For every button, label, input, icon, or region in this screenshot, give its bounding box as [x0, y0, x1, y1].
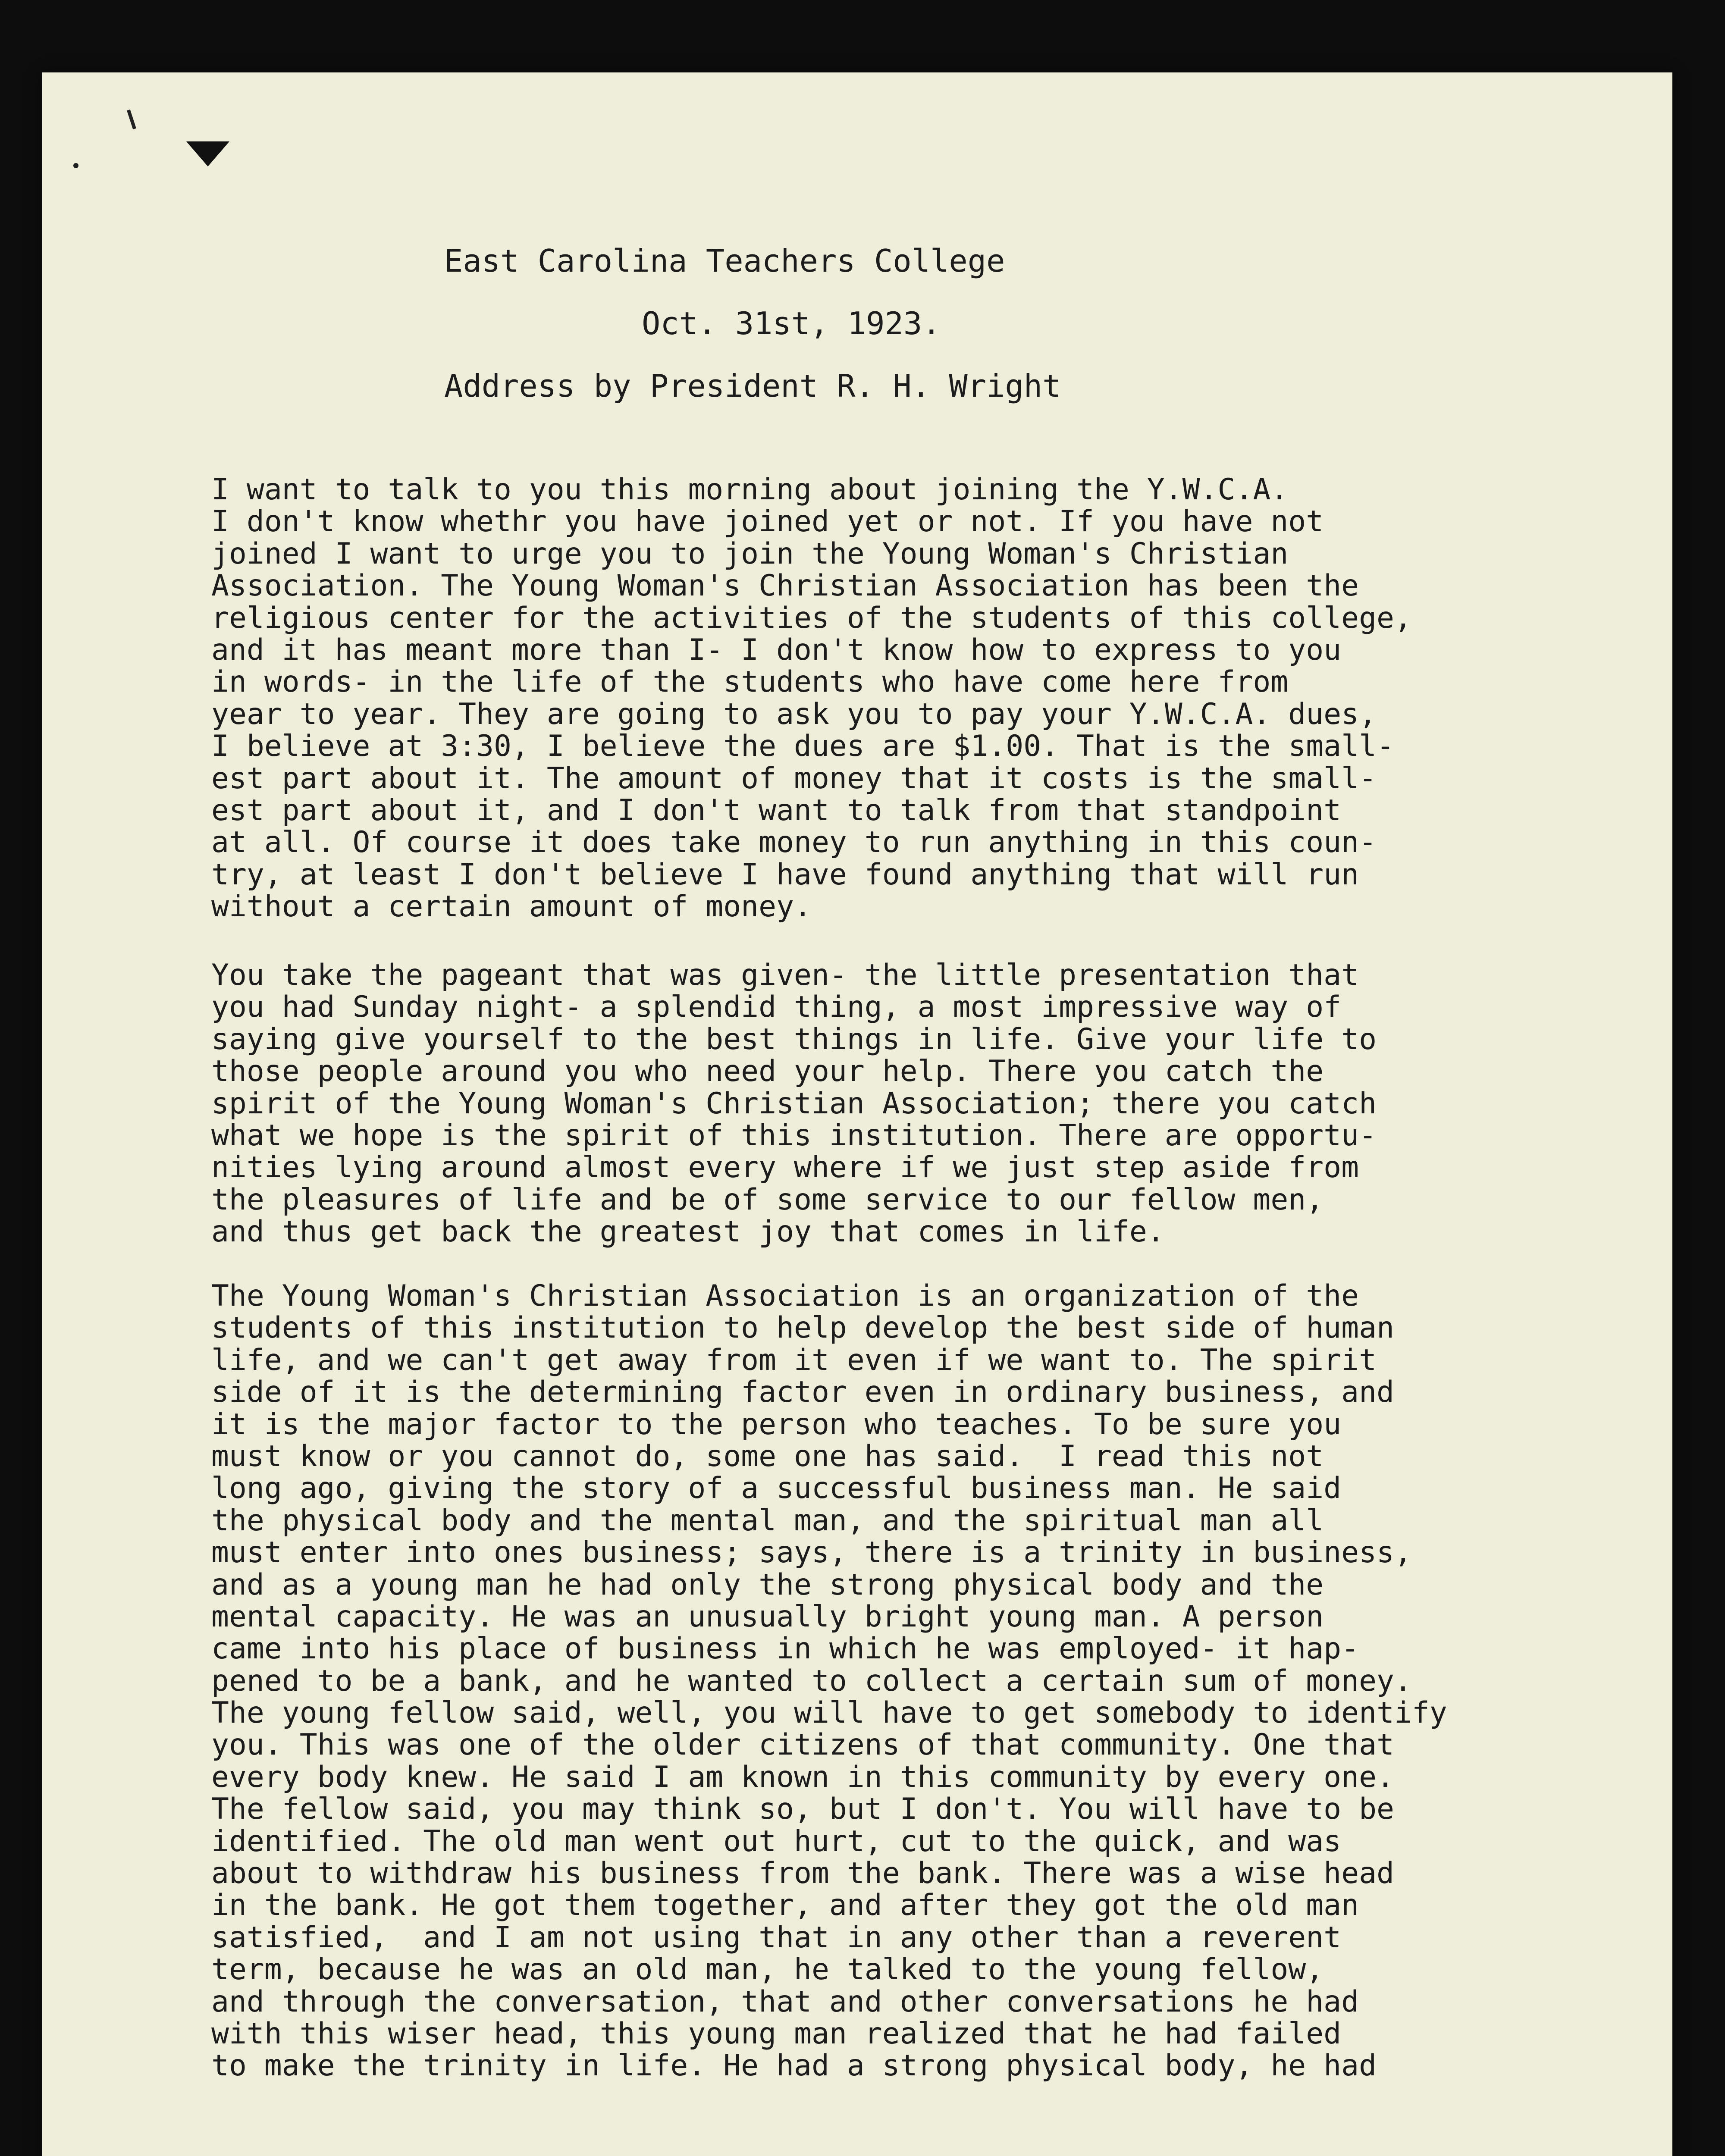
text-line: I don't know whethr you have joined yet or not. If you have not — [211, 505, 1324, 539]
text-line: The Young Woman's Christian Association is an organization of the — [211, 1279, 1359, 1313]
text-line: joined I want to urge you to join the Young Woman's Christian — [211, 536, 1289, 571]
text-line: must know or you cannot do, some one has said. I read this not — [211, 1439, 1324, 1473]
text-line: you had Sunday night- a splendid thing, a most impressive way of — [211, 990, 1342, 1025]
text-line: try, at least I don't believe I have found anything that will run — [211, 857, 1359, 892]
text-line: mental capacity. He was an unusually bright young man. A person — [211, 1599, 1324, 1634]
text-line: term, because he was an old man, he talked to the young fellow, — [211, 1952, 1324, 1987]
text-line: Association. The Young Woman's Christian Association has been the — [211, 569, 1359, 603]
text-line: and it has meant more than I- I don't know how to express to you — [211, 633, 1342, 667]
text-line: The young fellow said, well, you will have to get somebody to identify — [211, 1696, 1447, 1730]
text-line: in words- in the life of the students who have come here from — [211, 665, 1289, 699]
text-line: You take the pageant that was given- the little presentation that — [211, 958, 1359, 992]
paragraph-2 — [211, 959, 1377, 1248]
text-line: pened to be a bank, and he wanted to collect a certain sum of money. — [211, 1664, 1412, 1698]
text-line: nities lying around almost every where if we just step aside from — [211, 1150, 1359, 1185]
text-line: religious center for the activities of the students of this college, — [211, 601, 1412, 635]
text-line: at all. Of course it does take money to run anything in this coun- — [211, 825, 1377, 860]
text-line: spirit of the Young Woman's Christian Association; there you catch — [211, 1086, 1377, 1121]
text-line: satisfied, and I am not using that in any other than a reverent — [211, 1920, 1342, 1955]
text-line: every body knew. He said I am known in this community by every one. — [211, 1760, 1394, 1794]
text-line: must enter into ones business; says, there is a trinity in business, — [211, 1536, 1412, 1570]
text-line: identified. The old man went out hurt, cut to the quick, and was — [211, 1824, 1342, 1858]
institution-heading: East Carolina Teachers College — [444, 243, 1005, 279]
date-heading: Oct. 31st, 1923. — [642, 305, 941, 342]
text-line: without a certain amount of money. — [211, 890, 812, 924]
text-line: students of this institution to help develop the best side of human — [211, 1311, 1394, 1345]
text-line: saying give yourself to the best things in life. Give your life to — [211, 1022, 1377, 1056]
text-line: the physical body and the mental man, and the spiritual man all — [211, 1503, 1324, 1538]
text-line: long ago, giving the story of a successful business man. He said — [211, 1471, 1342, 1506]
text-line: those people around you who need your help. There you catch the — [211, 1054, 1324, 1089]
text-line: and through the conversation, that and other conversations he had — [211, 1984, 1359, 2019]
text-line: life, and we can't get away from it even if we want to. The spirit — [211, 1343, 1377, 1377]
paragraph-3 — [211, 1280, 1447, 2082]
text-line: year to year. They are going to ask you to pay your Y.W.C.A. dues, — [211, 697, 1377, 731]
pen-tick-mark — [127, 110, 136, 129]
text-line: it is the major factor to the person who teaches. To be sure you — [211, 1407, 1342, 1442]
text-line: the pleasures of life and be of some service to our fellow men, — [211, 1182, 1324, 1217]
text-line: came into his place of business in which he was employed- it hap- — [211, 1632, 1359, 1666]
ink-triangle-mark — [186, 141, 229, 166]
text-line: about to withdraw his business from the bank. There was a wise head — [211, 1856, 1394, 1891]
ink-dot-mark — [73, 163, 78, 168]
text-line: est part about it, and I don't want to talk from that standpoint — [211, 793, 1342, 827]
text-line: I believe at 3:30, I believe the dues are $1.00. That is the small- — [211, 729, 1394, 764]
text-line: what we hope is the spirit of this institution. There are opportu- — [211, 1118, 1377, 1153]
address-title: Address by President R. H. Wright — [444, 368, 1061, 404]
paragraph-1 — [211, 474, 1412, 923]
text-line: I want to talk to you this morning about joining the Y.W.C.A. — [211, 473, 1289, 507]
text-line: and as a young man he had only the strong physical body and the — [211, 1567, 1324, 1602]
text-line: you. This was one of the older citizens of that community. One that — [211, 1728, 1394, 1762]
text-line: in the bank. He got them together, and after they got the old man — [211, 1888, 1359, 1923]
text-line: side of it is the determining factor even in ordinary business, and — [211, 1375, 1394, 1410]
text-line: with this wiser head, this young man realized that he had failed — [211, 2016, 1342, 2051]
typed-document-page — [42, 72, 1672, 2156]
text-line: and thus get back the greatest joy that comes in life. — [211, 1215, 1165, 1249]
text-line: est part about it. The amount of money that it costs is the small- — [211, 761, 1377, 796]
text-line: to make the trinity in life. He had a strong physical body, he had — [211, 2049, 1377, 2083]
text-line: The fellow said, you may think so, but I don't. You will have to be — [211, 1792, 1394, 1827]
